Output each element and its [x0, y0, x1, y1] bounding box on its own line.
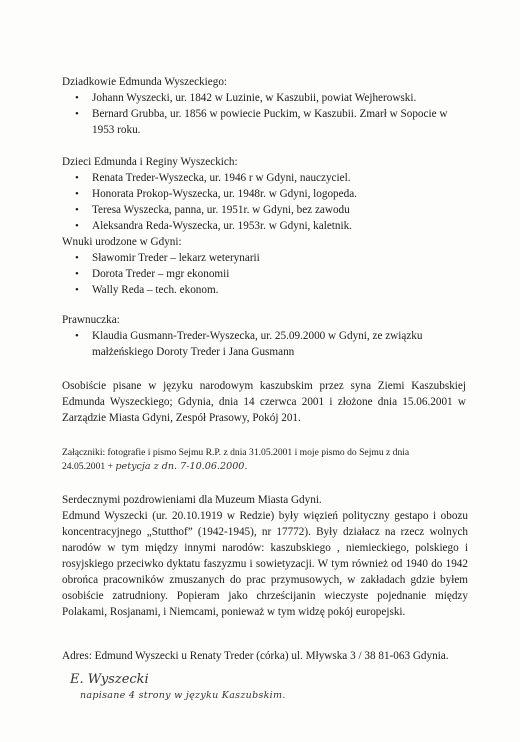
address-line: Adres: Edmund Wyszecki u Renaty Treder (córka) ul. Mływska 3 / 38 81-063 Gdynia. — [62, 650, 449, 662]
children-list — [62, 170, 466, 234]
biography-paragraph: Edmund Wyszecki (ur. 20.10.1919 w Redzie) były więzień polityczny gestapo i obozu koncentracyjnego „Stutthof” (1942-1945), nr 17772). Były działacz na rzecz wolnych narodów w tym między innymi narodów: kaszubskiego , niemieckiego, polskiego i rosyjskiego przeciwko dyktatu faszyzmu i sowietyzacji. W tym również od 1940 do 1942 obrońca pracowników zmuszanych do prac przymusowych, w zakładach gdzie byłem osobiście zatrudniony. Popieram jako chrześcijanin wieczyste pojednanie między Polakami, Rosjanami, i Niemcami, ponieważ w tym widzę pokój europejski. — [62, 510, 468, 618]
list-item: • Teresa Wyszecka, panna, ur. 1951r. w Gdyni, bez zawodu — [62, 202, 466, 218]
attachments-printed: Załączniki: fotografie i pismo Sejmu R.P. z dnia 31.05.2001 i moje pismo do Sejmu z dnia 24.05.2001 + — [62, 447, 410, 472]
children-heading: Dzieci Edmunda i Reginy Wyszeckich: — [62, 156, 238, 168]
letter-body — [62, 492, 468, 620]
list-item: • Dorota Treder – mgr ekonomii — [62, 266, 466, 282]
list-item: • Aleksandra Reda-Wyszecka, ur. 1953r. w Gdyni, kaletnik. — [62, 218, 466, 234]
great-grandchildren-heading: Prawnuczka: — [62, 314, 120, 326]
greeting: Serdecznymi pozdrowieniami dla Muzeum Miasta Gdyni. — [62, 494, 322, 506]
attachments-handwritten: petycja z dn. 7-10.06.2000. — [115, 461, 248, 472]
attachments-note — [62, 446, 452, 474]
list-item: • Honorata Prokop-Wyszecka, ur. 1948r. w Gdyni, logopeda. — [62, 186, 466, 202]
grandparents-heading: Dziadkowie Edmunda Wyszeckiego: — [62, 76, 228, 88]
list-item: • Sławomir Treder – lekarz weterynarii — [62, 250, 466, 266]
list-item: • Renata Treder-Wyszecka, ur. 1946 r w Gdyni, nauczyciel. — [62, 170, 466, 186]
list-item: • Klaudia Gusmann-Treder-Wyszecka, ur. 25.09.2000 w Gdyni, ze związku małżeńskiego Doroty Treder i Jana Gusmann — [62, 328, 466, 360]
list-item: • Wally Reda – tech. ekonom. — [62, 282, 466, 298]
grandparents-section — [62, 74, 466, 138]
signature: E. Wyszecki — [70, 672, 149, 687]
statement-paragraph: Osobiście pisane w języku narodowym kaszubskim przez syna Ziemi Kaszubskiej Edmunda Wyszeckiego; Gdynia, dnia 14 czerwca 2001 i złożone dnia 15.06.2001 w Zarządzie Miasta Gdyni, Zespół Prasowy, Pokój 201. — [62, 380, 466, 424]
grandparents-list — [62, 90, 466, 138]
grandchildren-list — [62, 250, 466, 298]
list-item: • Johann Wyszecki, ur. 1842 w Luzinie, w Kaszubii, powiat Wejherowski. — [62, 90, 466, 106]
list-item: • Bernard Grubba, ur. 1856 w powiecie Puckim, w Kaszubii. Zmarł w Sopocie w 1953 roku. — [62, 106, 466, 138]
handwritten-note: napisane 4 strony w języku Kaszubskim. — [80, 690, 286, 701]
great-grandchildren-list — [62, 328, 466, 360]
great-grandchildren-section — [62, 312, 466, 360]
grandchildren-heading: Wnuki urodzone w Gdyni: — [62, 236, 182, 248]
children-section — [62, 154, 466, 298]
